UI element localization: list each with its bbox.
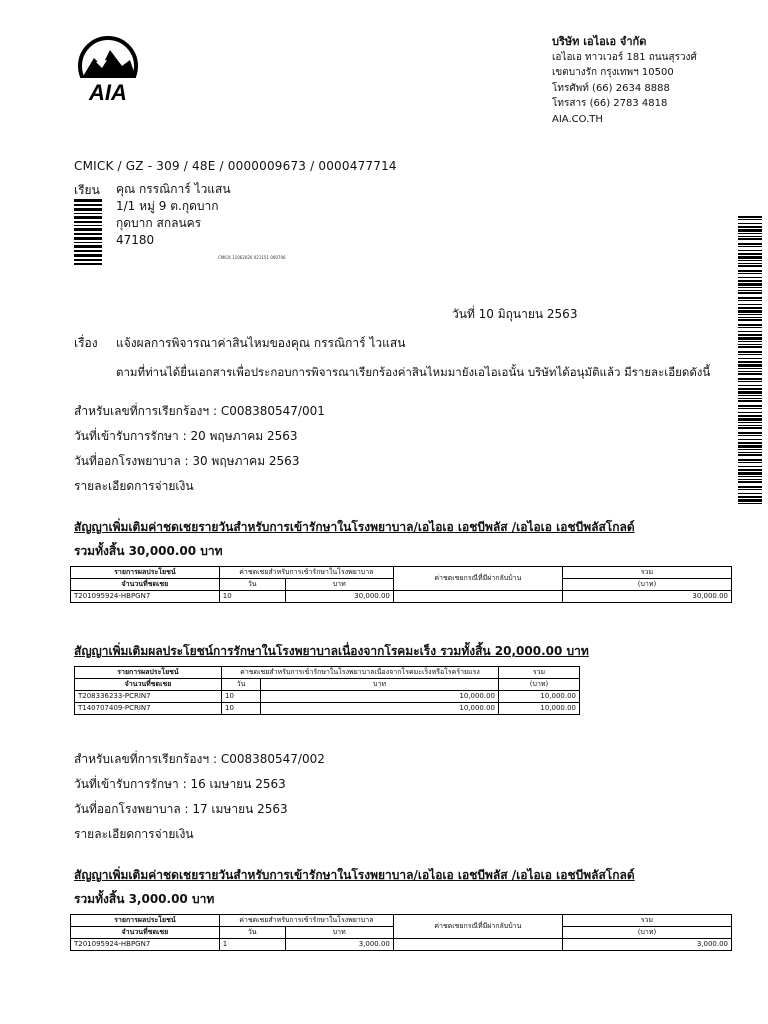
row-sum: 10,000.00 xyxy=(499,703,580,715)
header-sum: รวม xyxy=(499,667,580,679)
section-total: รวมทั้งสิ้น 30,000.00 บาท xyxy=(74,544,223,558)
address-line: 1/1 หมู่ 9 ต.กุดบาก xyxy=(116,199,219,213)
header-baht: บาท xyxy=(285,927,393,939)
row-days: 10 xyxy=(222,691,261,703)
company-name: บริษัท เอไอเอ จำกัด xyxy=(552,35,647,48)
letter-date: วันที่ 10 มิถุนายน 2563 xyxy=(452,307,578,321)
header-count: จำนวนที่ชดเชย xyxy=(71,927,220,939)
header-days: วัน xyxy=(219,927,285,939)
section-title: สัญญาเพิ่มเติมค่าชดเชยรายวันสำหรับการเข้ารักษาในโรงพยาบาล/เอไอเอ เอชบีพลัส /เอไอเอ เอชบีพลัสโกลด์ xyxy=(74,520,635,534)
discharge-date: วันที่ออกโรงพยาบาล : 17 เมษายน 2563 xyxy=(74,802,288,816)
header-sum-unit: (บาท) xyxy=(499,679,580,691)
row-baht: 10,000.00 xyxy=(261,691,499,703)
payment-detail-label: รายละเอียดการจ่ายเงิน xyxy=(74,479,194,493)
row-extra xyxy=(393,591,562,603)
postal-barcode xyxy=(74,199,102,265)
header-benefit: รายการผลประโยชน์ xyxy=(75,667,222,679)
row-extra xyxy=(393,939,562,951)
subject-label: เรื่อง xyxy=(74,336,98,350)
header-group: ค่าชดเชยสำหรับการเข้ารักษาในโรงพยาบาล xyxy=(219,567,393,579)
company-line: โทรศัพท์ (66) 2634 8888 xyxy=(552,82,670,94)
row-sum: 10,000.00 xyxy=(499,691,580,703)
row-code: T201095924-HBPGN7 xyxy=(71,939,220,951)
header-benefit: รายการผลประโยชน์ xyxy=(71,567,220,579)
recipient-address xyxy=(116,181,231,249)
header-benefit: รายการผลประโยชน์ xyxy=(71,915,220,927)
table-row xyxy=(75,703,580,715)
row-code: T201095924-HBPGN7 xyxy=(71,591,220,603)
admit-date: วันที่เข้ารับการรักษา : 16 เมษายน 2563 xyxy=(74,777,286,791)
address-line: คุณ กรรณิการ์ ไวแสน xyxy=(116,182,231,196)
header-days: วัน xyxy=(219,579,285,591)
claim-number: สำหรับเลขที่การเรียกร้องฯ : C008380547/001 xyxy=(74,404,325,418)
header-sum-unit: (บาท) xyxy=(562,579,731,591)
row-code: T208336233-PCRIN7 xyxy=(75,691,222,703)
table-row xyxy=(75,691,580,703)
header-count: จำนวนที่ชดเชย xyxy=(71,579,220,591)
company-info xyxy=(552,34,697,127)
row-baht: 10,000.00 xyxy=(261,703,499,715)
table-row xyxy=(71,591,732,603)
benefit-table xyxy=(70,914,732,951)
header-extra: ค่าชดเชยกรณีที่มีผ่ากลับบ้าน xyxy=(393,915,562,939)
row-code: T140707409-PCRIN7 xyxy=(75,703,222,715)
cancer-benefit-table xyxy=(74,666,580,715)
reference-number: CMICK / GZ - 309 / 48E / 0000009673 / 0000477714 xyxy=(74,159,397,173)
claim-number: สำหรับเลขที่การเรียกร้องฯ : C008380547/002 xyxy=(74,752,325,766)
row-sum: 3,000.00 xyxy=(562,939,731,951)
header-baht: บาท xyxy=(261,679,499,691)
section-total: รวมทั้งสิ้น 3,000.00 บาท xyxy=(74,892,215,906)
discharge-date: วันที่ออกโรงพยาบาล : 30 พฤษภาคม 2563 xyxy=(74,454,300,468)
company-line: เขตบางรัก กรุงเทพฯ 10500 xyxy=(552,67,674,78)
row-baht: 30,000.00 xyxy=(285,591,393,603)
logo-text: AIA xyxy=(89,80,127,104)
company-line: เอไอเอ ทาวเวอร์ 181 ถนนสุรวงศ์ xyxy=(552,51,697,63)
section-title: สัญญาเพิ่มเติมผลประโยชน์การรักษาในโรงพยาบาลเนื่องจากโรคมะเร็ง รวมทั้งสิ้น 20,000.00 บาท xyxy=(74,644,589,658)
header-sum: รวม xyxy=(562,915,731,927)
side-barcode xyxy=(738,216,762,504)
company-website: AIA.CO.TH xyxy=(552,113,603,125)
aia-logo xyxy=(72,36,144,104)
to-label: เรียน xyxy=(74,183,100,197)
payment-detail-label: รายละเอียดการจ่ายเงิน xyxy=(74,827,194,841)
print-code: CMICK 11062020 021151 000706 xyxy=(218,255,286,260)
header-sum: รวม xyxy=(562,567,731,579)
company-line: โทรสาร (66) 2783 4818 xyxy=(552,98,668,109)
address-line: กุดบาก สกลนคร xyxy=(116,216,202,230)
section-title: สัญญาเพิ่มเติมค่าชดเชยรายวันสำหรับการเข้ารักษาในโรงพยาบาล/เอไอเอ เอชบีพลัส /เอไอเอ เอชบีพลัสโกลด์ xyxy=(74,868,635,882)
intro-paragraph: ตามที่ท่านได้ยื่นเอกสารเพื่อประกอบการพิจารณาเรียกร้องค่าสินไหมมายังเอไอเอนั้น บริษัทได้อนุมัติแล้ว มีรายละเอียดดังนี้ xyxy=(116,365,711,379)
header-days: วัน xyxy=(222,679,261,691)
row-baht: 3,000.00 xyxy=(285,939,393,951)
row-days: 1 xyxy=(219,939,285,951)
row-days: 10 xyxy=(219,591,285,603)
address-line: 47180 xyxy=(116,233,155,247)
header-group: ค่าชดเชยสำหรับการเข้ารักษาในโรงพยาบาลเนื่องจากโรคมะเร็งหรือโรคร้ายแรง xyxy=(222,667,499,679)
row-days: 10 xyxy=(222,703,261,715)
admit-date: วันที่เข้ารับการรักษา : 20 พฤษภาคม 2563 xyxy=(74,429,298,443)
header-group: ค่าชดเชยสำหรับการเข้ารักษาในโรงพยาบาล xyxy=(219,915,393,927)
subject-text: แจ้งผลการพิจารณาค่าสินไหมของคุณ กรรณิการ์ ไวแสน xyxy=(116,336,406,350)
header-baht: บาท xyxy=(285,579,393,591)
benefit-table xyxy=(70,566,732,603)
table-row xyxy=(71,939,732,951)
header-count: จำนวนที่ชดเชย xyxy=(75,679,222,691)
header-extra: ค่าชดเชยกรณีที่มีผ่ากลับบ้าน xyxy=(393,567,562,591)
header-sum-unit: (บาท) xyxy=(562,927,731,939)
row-sum: 30,000.00 xyxy=(562,591,731,603)
